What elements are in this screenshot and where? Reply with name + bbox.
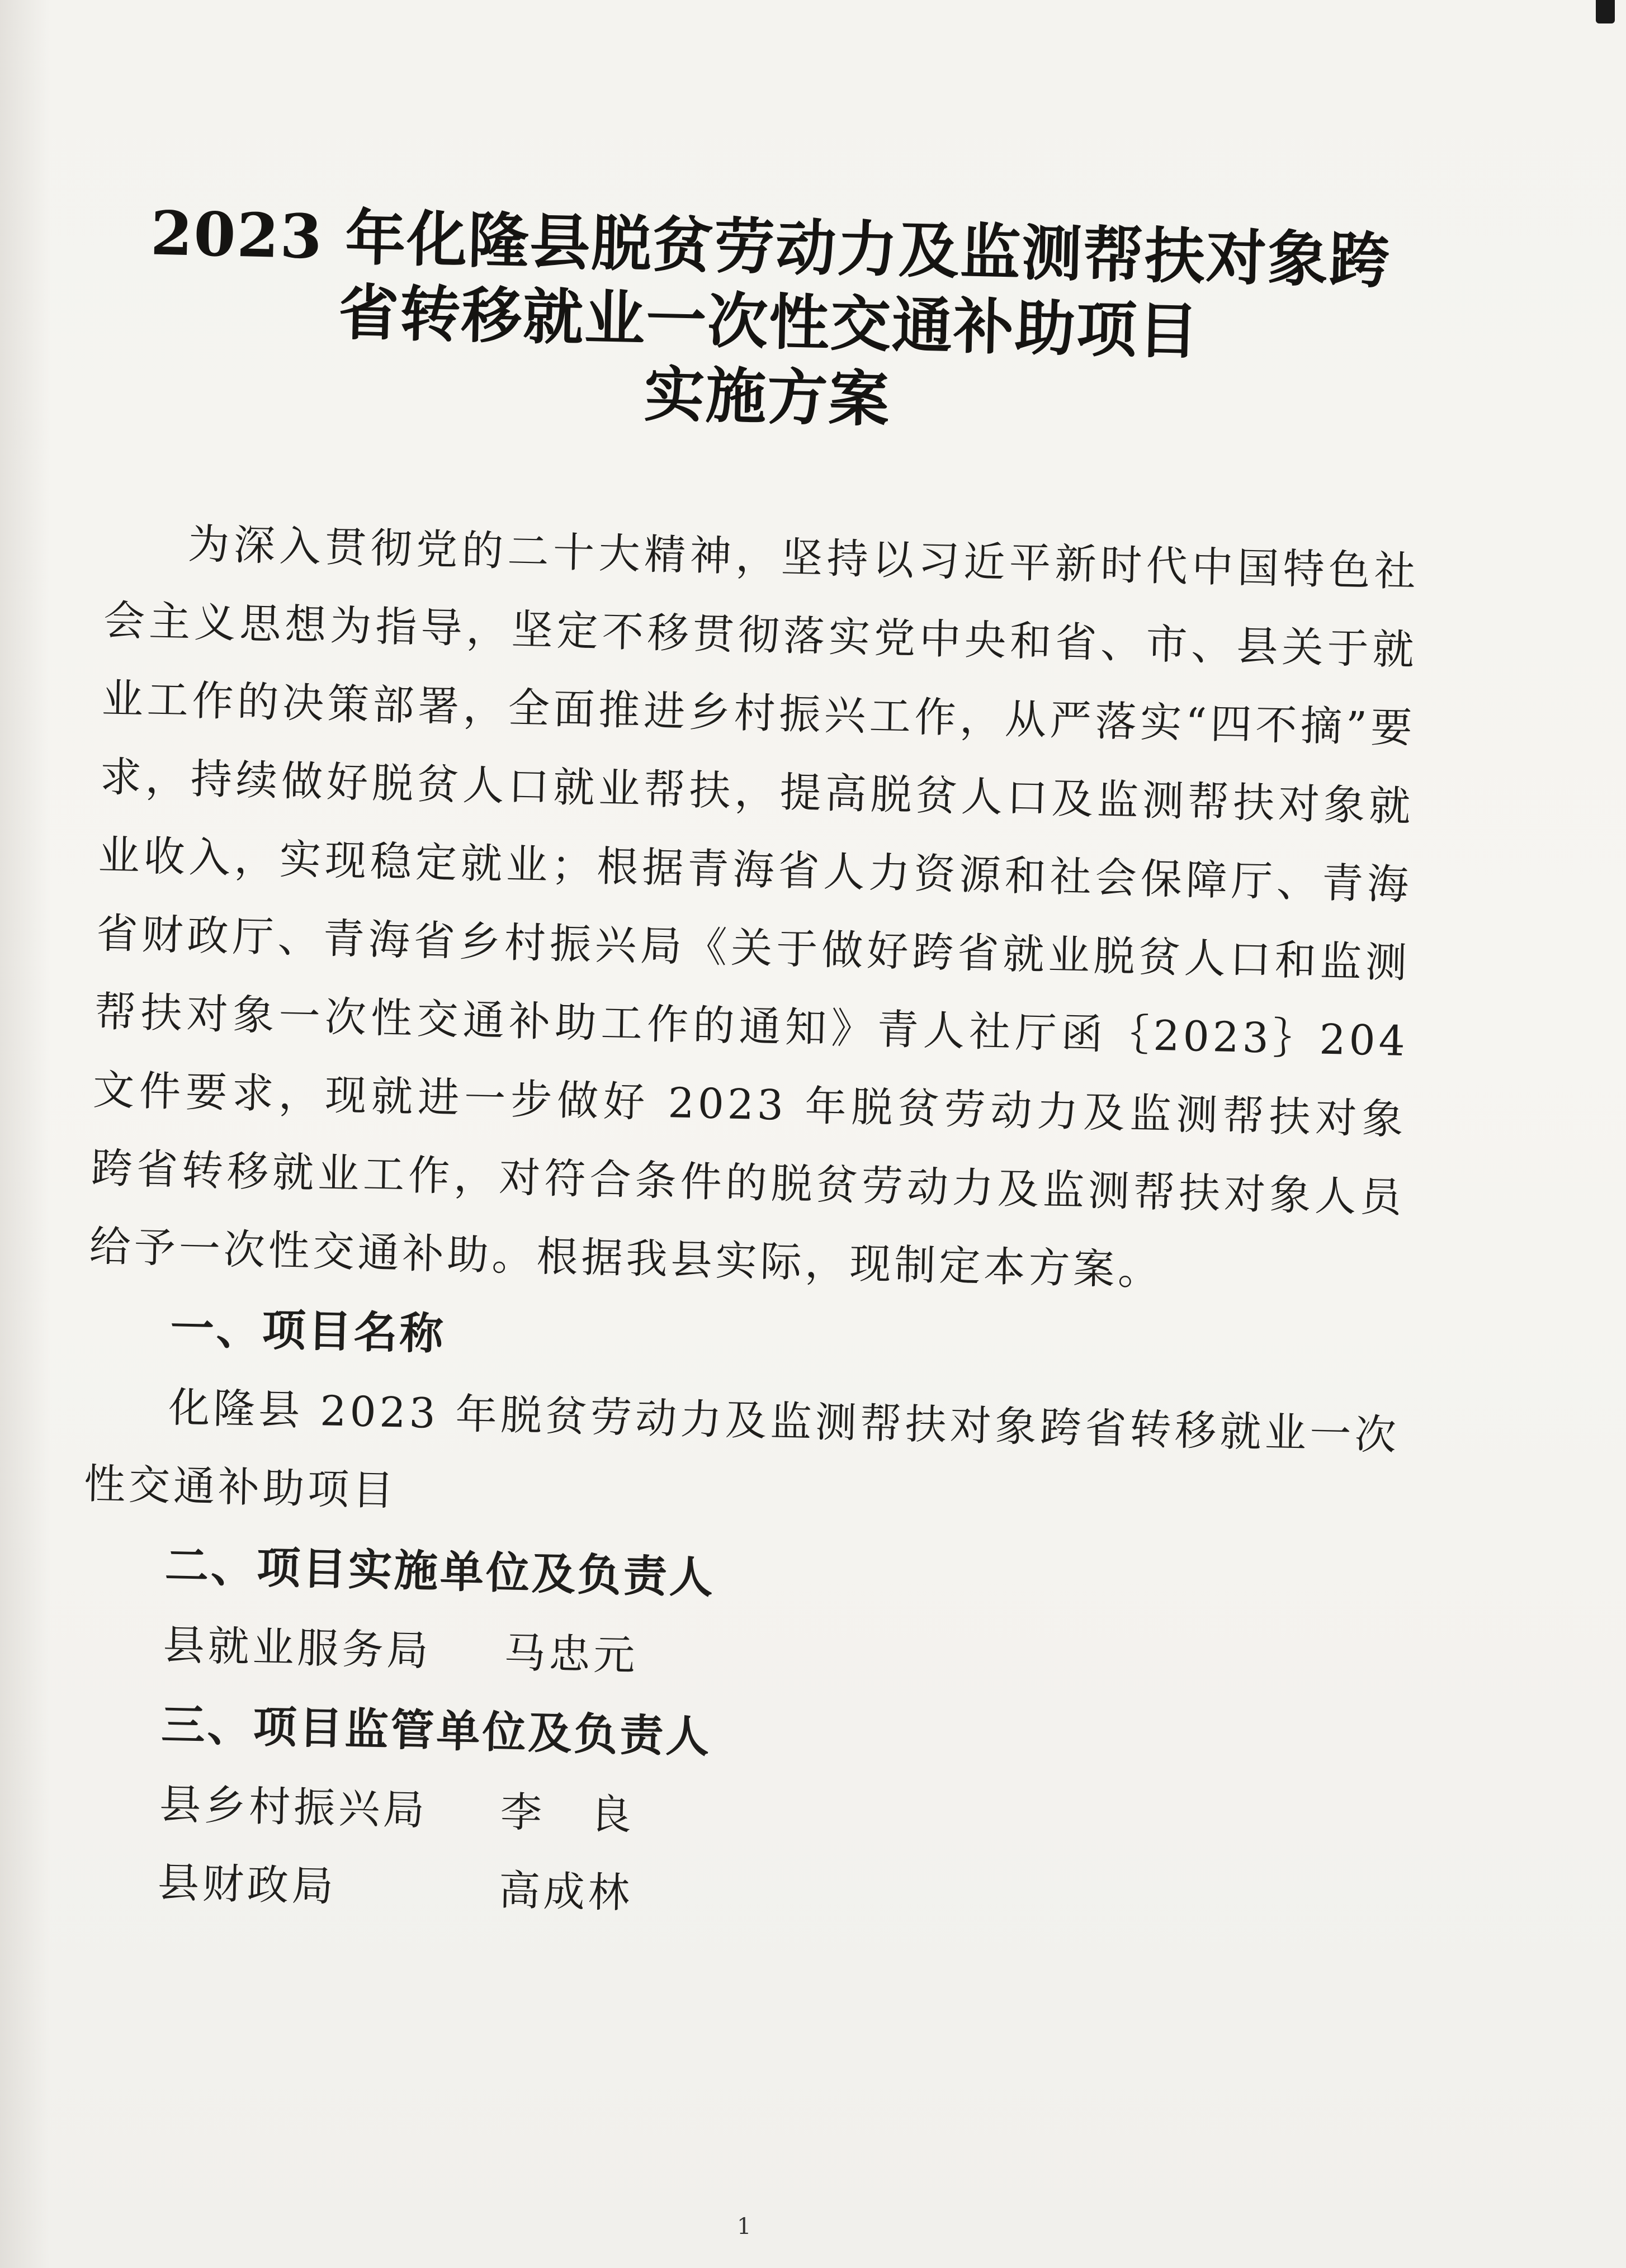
title-line-3: 实施方案 (643, 359, 891, 435)
title-line-1: 2023 年化隆县脱贫劳动力及监测帮扶对象跨 (149, 198, 1392, 297)
implementing-unit-name: 县就业服务局 (162, 1621, 432, 1675)
page-edge-shadow (0, 0, 50, 2268)
title-line-2: 省转移就业一次性交通补助项目 (337, 277, 1200, 368)
section-1-heading: 一、项目名称 (169, 1302, 446, 1360)
intro-paragraph: 为深入贯彻党的二十大精神，坚持以习近平新时代中国特色社会主义思想为指导，坚定不移贯彻落实党中央和省、市、县关于就业工作的决策部署，全面推进乡村振兴工作，从严落实“四不摘”要求，持续做好脱贫人口就业帮扶，提高脱贫人口及监测帮扶对象就业收入，实现稳定就业；根据青海省人力资源和社会保障厅、青海省财政厅、青海省乡村振兴局《关于做好跨省就业脱贫人口和监测帮扶对象一次性交通补助工作的通知》青人社厅函｛2023｝204 文件要求，现就进一步做好 2023 年脱贫劳动力及监测帮扶对象跨省转移就业工作，对符合条件的脱贫劳动力及监测帮扶对象人员给予一次性交通补助。根据我县实际，现制定本方案。 (88, 520, 1420, 1295)
implementing-unit-person: 马忠元 (503, 1628, 639, 1680)
document-title (135, 196, 1403, 449)
supervising-unit-person: 高成林 (498, 1866, 634, 1917)
supervising-unit-name: 县乡村振兴局 (159, 1780, 429, 1835)
supervising-unit-person: 李 良 (500, 1788, 635, 1840)
section-3-heading: 三、项目监管单位及负责人 (160, 1699, 712, 1763)
supervising-unit-name: 县财政局 (157, 1858, 337, 1911)
corner-clip-mark (1596, 0, 1615, 23)
section-1-content: 化隆县 2023 年脱贫劳动力及监测帮扶对象跨省转移就业一次性交通补助项目 (83, 1383, 1400, 1516)
document-body (74, 503, 1420, 1950)
page-number: 1 (737, 2214, 751, 2239)
section-2-heading: 二、项目实施单位及负责人 (164, 1540, 716, 1604)
